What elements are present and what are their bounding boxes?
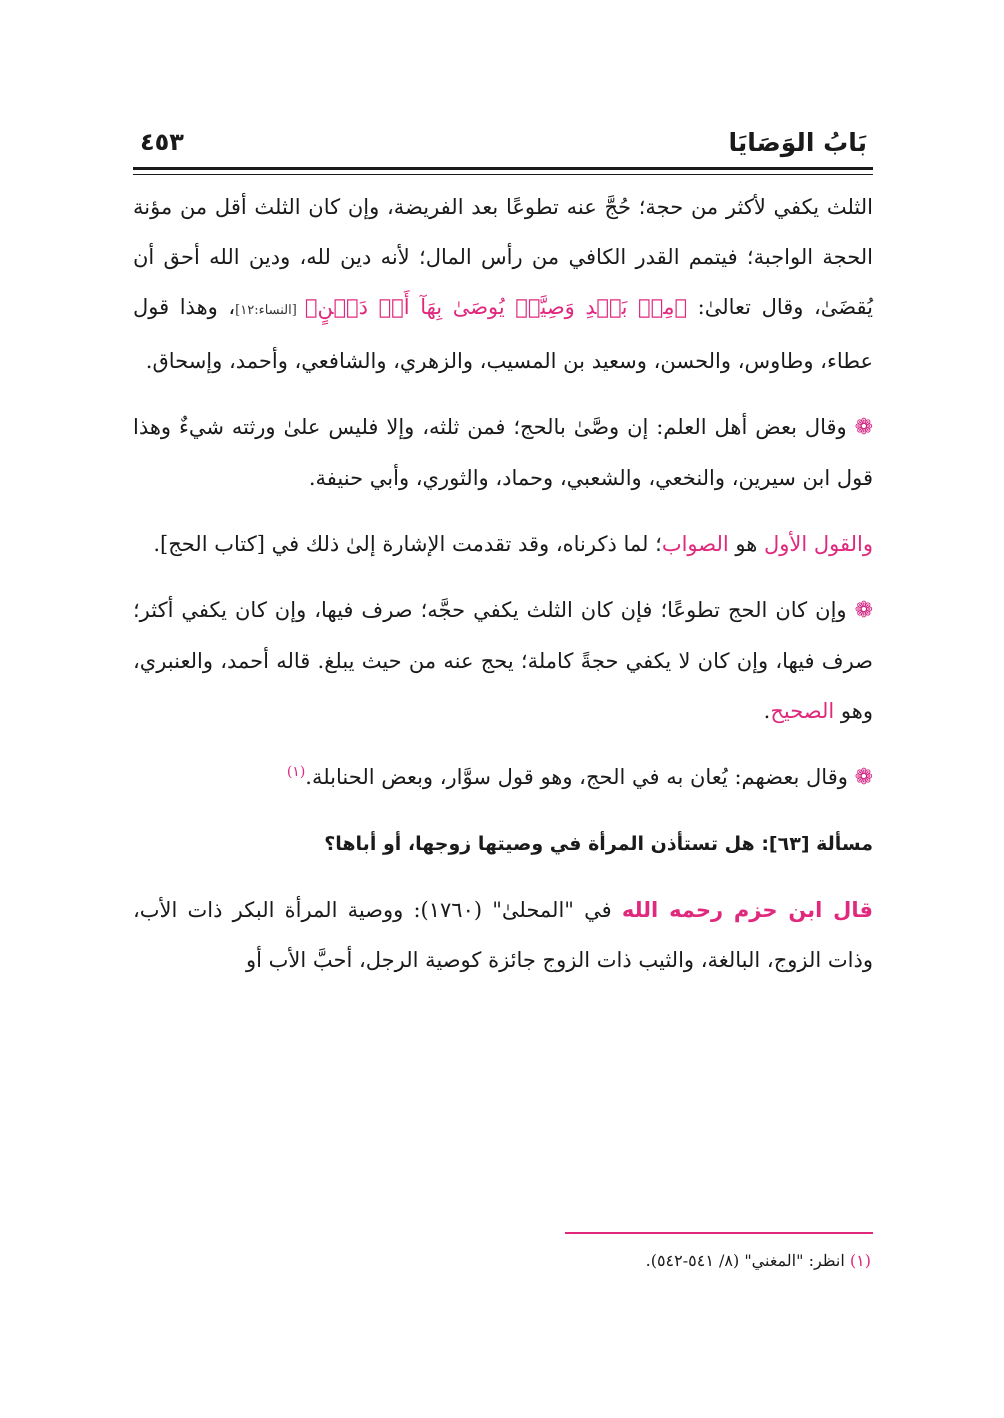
quote-attribution: قال ابن حزم رحمه الله <box>621 898 873 922</box>
header-rule-thin <box>133 174 873 175</box>
chapter-title: بَابُ الوَصَايَا <box>728 128 867 157</box>
paragraph-6 <box>133 885 873 985</box>
issue-heading: مسألة [٦٣]: هل تستأذن المرأة في وصيتها زوجها، أو أباها؟ <box>324 833 873 855</box>
paragraph-2-text: وقال بعض أهل العلم: إن وصَّىٰ بالحج؛ فمن ثلثه، وإلا فليس علىٰ ورثته شيءٌ وهذا قول ابن سيرين، والنخعي، والشعبي، وحماد، والثوري، وأبي حنيفة. <box>133 415 873 490</box>
paragraph-6-text: في "المحلىٰ" (١٧٦٠): ووصية المرأة البكر ذات الأب، وذات الزوج، البالغة، والثيب ذات الزوج جائزة كوصية الرجل، أحبَّ الأب أو <box>133 898 873 972</box>
verse-reference: [النساء:١٢] <box>235 303 305 318</box>
paragraph-3 <box>133 519 873 569</box>
paragraph-3-text-a: هو <box>728 532 764 556</box>
highlight-first-opinion: والقول الأول <box>764 532 873 556</box>
paragraph-5 <box>133 752 873 803</box>
footnote <box>646 1251 871 1270</box>
quran-verse: ﴿مِنۢ بَعۡدِ وَصِيَّةٖ يُوصَىٰ بِهَآ أَوۡ دَيۡنٍ﴾ <box>304 295 688 319</box>
flower-icon: ❁ <box>854 415 873 440</box>
paragraph-4-text-a: وإن كان الحج تطوعًا؛ فإن كان الثلث يكفي حجَّه؛ صرف فيها، وإن كان يكفي أكثر؛ صرف فيها، وإن كان لا يكفي حجةً كاملة؛ يحج عنه من حيث يبلغ. قاله أحمد، والعنبري، وهو <box>133 598 873 723</box>
paragraph-1-text-b: ، وهذا قول عطاء، وطاوس، والحسن، وسعيد بن المسيب، والزهري، والشافعي، وأحمد، وإسحاق. <box>133 295 873 373</box>
footnote-rule <box>565 1232 873 1234</box>
highlight-sahih: الصحيح <box>770 699 835 723</box>
flower-icon: ❁ <box>854 598 873 623</box>
paragraph-3-text-b: ؛ لما ذكرناه، وقد تقدمت الإشارة إلىٰ ذلك في [كتاب الحج]. <box>153 532 662 556</box>
paragraph-1-text-a: الثلث يكفي لأكثر من حجة؛ حُجَّ عنه تطوعًا بعد الفريضة، وإن كان الثلث أقل من مؤنة الحجة الواجبة؛ فيتمم القدر الكافي من رأس المال؛ لأنه دين لله، ودين الله أحق أن يُقضَىٰ، وقال تعالىٰ: <box>133 195 873 319</box>
footnote-number: (١) <box>849 1251 871 1270</box>
paragraph-2 <box>133 402 873 503</box>
paragraph-4-text-b: . <box>763 699 771 723</box>
paragraph-4 <box>133 585 873 736</box>
page-body <box>133 182 873 1001</box>
paragraph-5-text: وقال بعضهم: يُعان به في الحج، وهو قول سوَّار، وبعض الحنابلة. <box>305 765 855 789</box>
highlight-correct: الصواب <box>661 532 729 556</box>
header-rule-thick <box>133 167 873 170</box>
footnote-marker[interactable]: (١) <box>286 764 306 780</box>
footnote-text: انظر: "المغني" (٨/ ٥٤١-٥٤٢). <box>645 1251 850 1270</box>
flower-icon: ❁ <box>854 765 873 790</box>
paragraph-1 <box>133 182 873 386</box>
page-number: ٤٥٣ <box>140 128 184 156</box>
